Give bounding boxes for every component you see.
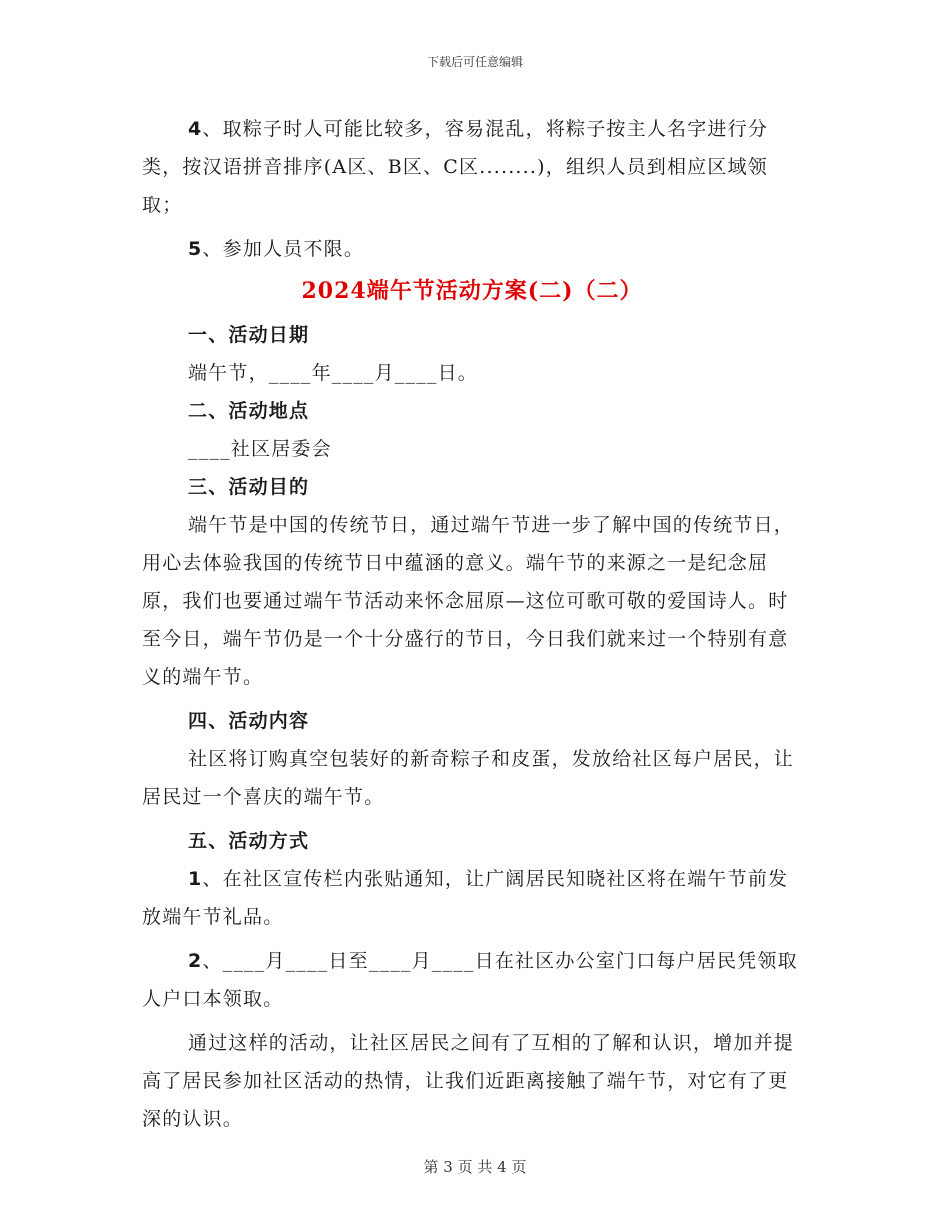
section-text-content: 社区将订购真空包装好的新奇粽子和皮蛋，发放给社区每户居民，让居民过一个喜庆的端午节。 [142,748,795,808]
method-item-1 [142,860,802,936]
section-text-place: ____社区居委会 [188,438,332,460]
item-text: 、在社区宣传栏内张贴通知，让广阔居民知晓社区将在端午节前发放端午节礼品。 [142,868,789,928]
section-text-purpose: 端午节是中国的传统节日，通过端午节进一步了解中国的传统节日，用心去体验我国的传统节日中蕴涵的意义。端午节的来源之一是纪念屈原，我们也要通过端午节活动来怀念屈原—这位可歌可敬的爱国诗人。时至今日，端午节仍是一个十分盛行的节日，今日我们就来过一个特别有意义的端午节。 [142,514,795,688]
conclusion-paragraph: 通过这样的活动，让社区居民之间有了互相的了解和认识，增加并提高了居民参加社区活动的热情，让我们近距离接触了端午节，对它有了更深的认识。 [142,1032,795,1130]
item-number: 5 [188,238,203,260]
item-number: 1 [188,868,203,890]
section-heading-purpose: 三、活动目的 [188,476,310,498]
item-number: 4 [188,118,203,140]
item-text: 、取粽子时人可能比较多，容易混乱，将粽子按主人名字进行分类，按汉语拼音排序(A区、B区、C区........)，组织人员到相应区域领取； [142,118,769,216]
section-heading-method: 五、活动方式 [188,830,310,852]
item-text: 、____月____日至____月____日在社区办公室门口每户居民凭领取人户口本领取。 [142,950,798,1010]
page-footer: 第 3 页 共 4 页 [423,1158,527,1176]
item-number: 2 [188,950,203,972]
section-heading-content: 四、活动内容 [188,710,310,732]
document-title: 2024端午节活动方案(二)（二） [301,278,643,304]
page-header: 下载后可任意编辑 [426,55,523,69]
section-heading-place: 二、活动地点 [188,400,310,422]
method-item-2 [142,942,802,1018]
section-text-date: 端午节，____年____月____日。 [188,362,479,384]
list-item-5 [142,230,802,268]
item-text: 、参加人员不限。 [202,238,365,260]
section-heading-date: 一、活动日期 [188,324,310,346]
list-item-4 [142,110,802,224]
document-body [142,110,802,1138]
